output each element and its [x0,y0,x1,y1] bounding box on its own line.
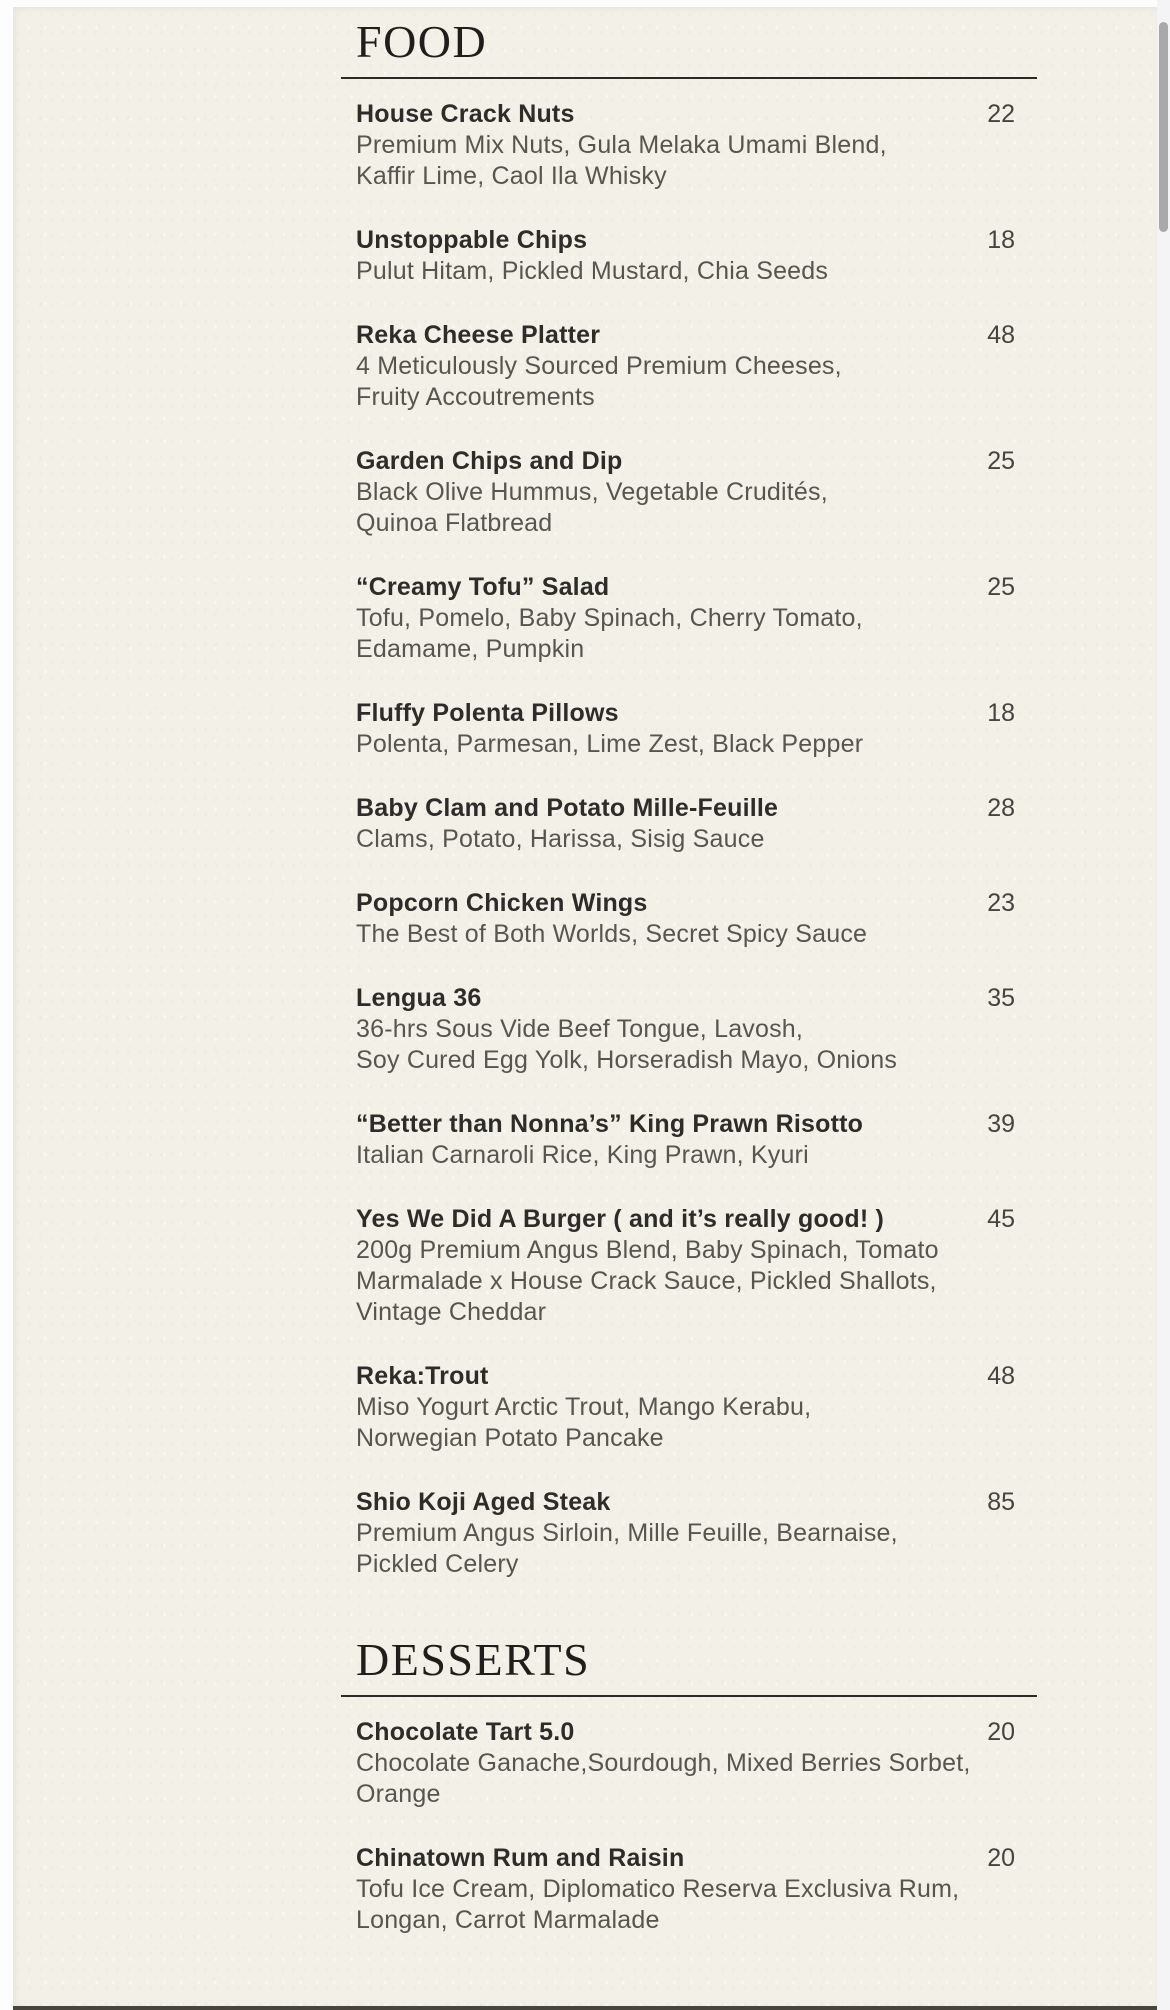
section-items [341,99,1037,1580]
menu-item-header [356,446,1015,477]
item-description-line: Orange [356,1780,441,1808]
section-items [341,1717,1037,1936]
item-name: Reka Cheese Platter [356,321,601,349]
item-name: Yes We Did A Burger ( and it’s really good! ) [356,1205,885,1233]
menu-item [356,1204,1015,1328]
item-price: 18 [987,226,1015,254]
item-description-line: Longan, Carrot Marmalade [356,1906,660,1934]
item-description-line: Premium Mix Nuts, Gula Melaka Umami Blend, [356,131,887,159]
item-description [356,919,1015,950]
item-description [356,1392,1015,1454]
menu-item-header [356,793,1015,824]
menu-item-header [356,1361,1015,1392]
item-name: Fluffy Polenta Pillows [356,699,619,727]
menu-item [356,320,1015,413]
menu-item-header [356,1109,1015,1140]
menu-item-header [356,888,1015,919]
item-description-line: Polenta, Parmesan, Lime Zest, Black Pepper [356,730,864,758]
section-divider [341,77,1037,79]
item-description-line: Tofu, Pomelo, Baby Spinach, Cherry Tomato, [356,604,863,632]
item-name: House Crack Nuts [356,100,575,128]
menu-item-header [356,320,1015,351]
item-price: 20 [987,1844,1015,1872]
item-description [356,1518,1015,1580]
item-description [356,603,1015,665]
menu-section [341,1636,1037,1936]
item-description-line: Premium Angus Sirloin, Mille Feuille, Bearnaise, [356,1519,898,1547]
item-description-line: Clams, Potato, Harissa, Sisig Sauce [356,825,765,853]
menu-item-header [356,572,1015,603]
item-price: 48 [987,321,1015,349]
item-price: 45 [987,1205,1015,1233]
item-price: 25 [987,447,1015,475]
menu-item-header [356,698,1015,729]
item-price: 20 [987,1718,1015,1746]
item-price: 18 [987,699,1015,727]
item-price: 35 [987,984,1015,1012]
menu-item-header [356,1204,1015,1235]
menu-item [356,983,1015,1076]
item-price: 23 [987,889,1015,917]
item-description-line: Quinoa Flatbread [356,509,553,537]
item-price: 39 [987,1110,1015,1138]
item-description [356,824,1015,855]
menu-item-header [356,1717,1015,1748]
item-description [356,351,1015,413]
menu-item-header [356,225,1015,256]
menu-item [356,888,1015,950]
item-description-line: Soy Cured Egg Yolk, Horseradish Mayo, Onions [356,1046,898,1074]
menu-paper [13,7,1157,2006]
item-description-line: Pulut Hitam, Pickled Mustard, Chia Seeds [356,257,829,285]
item-name: “Better than Nonna’s” King Prawn Risotto [356,1110,864,1138]
item-description-line: 4 Meticulously Sourced Premium Cheeses, [356,352,842,380]
item-description [356,1014,1015,1076]
item-description-line: Fruity Accoutrements [356,383,595,411]
menu-section [341,7,1037,1580]
menu-item [356,1843,1015,1936]
item-description [356,130,1015,192]
item-description-line: Tofu Ice Cream, Diplomatico Reserva Exclusiva Rum, [356,1875,960,1903]
section-divider [341,1695,1037,1697]
menu-item-header [356,99,1015,130]
menu-item [356,446,1015,539]
menu-item-header [356,1843,1015,1874]
item-description [356,729,1015,760]
item-description-line: Vintage Cheddar [356,1298,547,1326]
item-description-line: Norwegian Potato Pancake [356,1424,664,1452]
item-name: Lengua 36 [356,984,482,1012]
item-description-line: 36-hrs Sous Vide Beef Tongue, Lavosh, [356,1015,804,1043]
menu-item [356,99,1015,192]
item-name: “Creamy Tofu” Salad [356,573,610,601]
item-description-line: Italian Carnaroli Rice, King Prawn, Kyuri [356,1141,809,1169]
next-section-edge [13,2006,1157,2010]
section-title: FOOD [356,16,488,67]
item-description [356,1748,1015,1810]
section-title: DESSERTS [356,1634,591,1685]
menu-item [356,1361,1015,1454]
item-price: 48 [987,1362,1015,1390]
item-name: Garden Chips and Dip [356,447,623,475]
item-name: Baby Clam and Potato Mille-Feuille [356,794,779,822]
item-description-line: Edamame, Pumpkin [356,635,585,663]
item-price: 25 [987,573,1015,601]
menu-item [356,572,1015,665]
item-description-line: The Best of Both Worlds, Secret Spicy Sauce [356,920,868,948]
menu-item [356,225,1015,287]
item-price: 85 [987,1488,1015,1516]
item-description [356,1140,1015,1171]
menu-item [356,1109,1015,1171]
item-description [356,1874,1015,1936]
menu-item [356,1717,1015,1810]
item-name: Popcorn Chicken Wings [356,889,648,917]
menu-item-header [356,1487,1015,1518]
item-name: Reka:Trout [356,1362,489,1390]
item-description-line: Chocolate Ganache,Sourdough, Mixed Berries Sorbet, [356,1749,971,1777]
menu [341,7,1037,1936]
item-description [356,477,1015,539]
item-description [356,1235,1015,1328]
item-name: Shio Koji Aged Steak [356,1488,611,1516]
item-description [356,256,1015,287]
item-price: 28 [987,794,1015,822]
item-description-line: Marmalade x House Crack Sauce, Pickled Shallots, [356,1267,937,1295]
scrollbar-track[interactable] [1157,0,1170,2010]
scrollbar-thumb[interactable] [1159,22,1168,232]
item-description-line: 200g Premium Angus Blend, Baby Spinach, Tomato [356,1236,939,1264]
menu-item [356,698,1015,760]
item-name: Unstoppable Chips [356,226,588,254]
menu-item [356,793,1015,855]
item-description-line: Pickled Celery [356,1550,519,1578]
item-name: Chocolate Tart 5.0 [356,1718,575,1746]
item-price: 22 [987,100,1015,128]
menu-item-header [356,983,1015,1014]
item-description-line: Kaffir Lime, Caol Ila Whisky [356,162,667,190]
item-description-line: Black Olive Hummus, Vegetable Crudités, [356,478,828,506]
menu-item [356,1487,1015,1580]
item-description-line: Miso Yogurt Arctic Trout, Mango Kerabu, [356,1393,812,1421]
item-name: Chinatown Rum and Raisin [356,1844,685,1872]
